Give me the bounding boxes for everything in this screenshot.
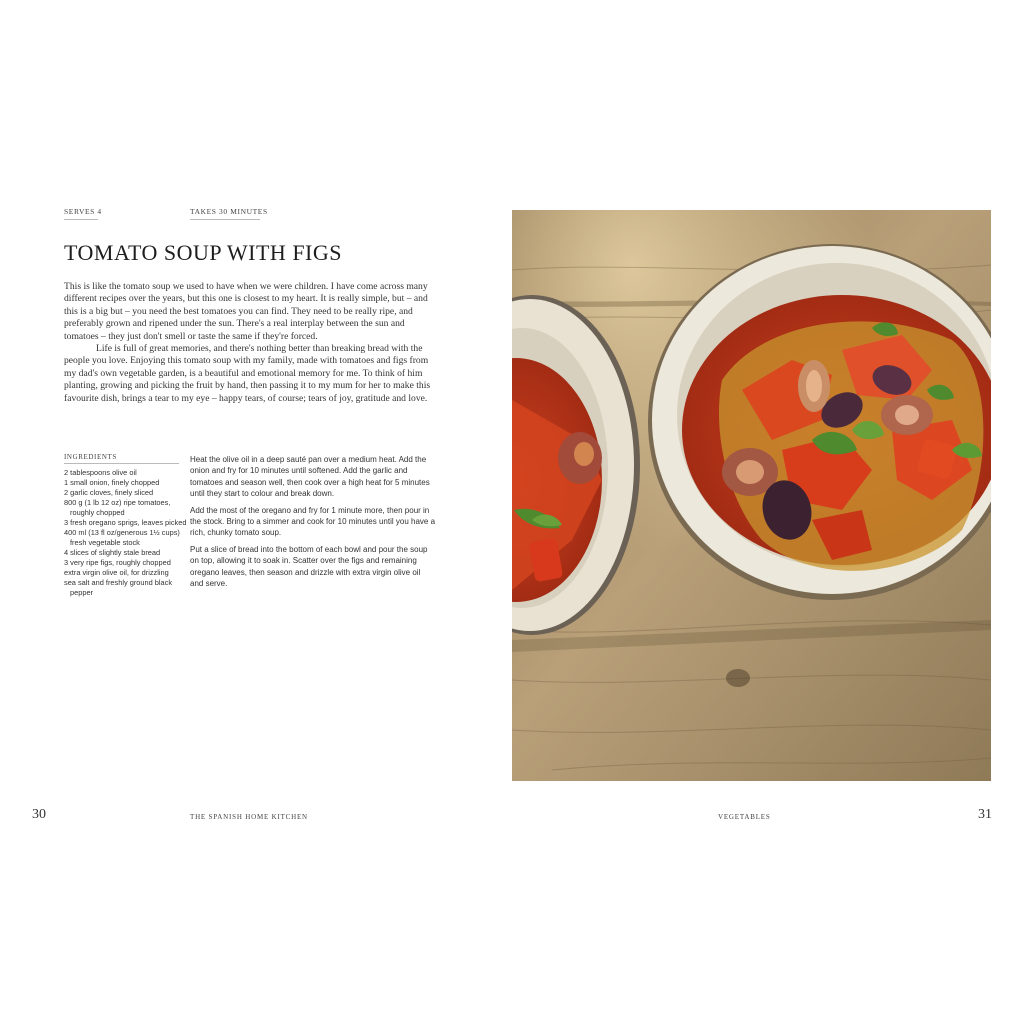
ingredient-item: 3 fresh oregano sprigs, leaves picked	[64, 518, 187, 527]
recipe-title: TOMATO SOUP WITH FIGS	[64, 240, 343, 265]
ingredient-item: 3 very ripe figs, roughly chopped	[64, 558, 171, 567]
method-step-2: Add the most of the oregano and fry for 1 minute more, then pour in the stock. Bring to a simmer and cook for 10 minutes until you have a rich, chunky tomato soup.	[190, 505, 436, 538]
ingredient-item: 400 ml (13 fl oz/generous 1½ cups) fresh vegetable stock	[64, 528, 180, 547]
serves-underline	[64, 219, 98, 220]
soup-photo	[512, 210, 991, 781]
intro-text	[64, 281, 432, 405]
intro-paragraph-1: This is like the tomato soup we used to have when we were children. I have come across many different recipes over the years, but this one is closest to my heart. It is really simple, but – and this is a big but – you need the best tomatoes you can find. They need to be really ripe, and preferably grown and ripened under the sun. There's a real interplay between the sun and tomatoes – they just don't smell or taste the same if they're forced.	[64, 281, 428, 342]
page-number-left: 30	[32, 807, 46, 822]
ingredient-item: 2 tablespoons olive oil	[64, 468, 137, 477]
page-number-right: 31	[978, 807, 992, 822]
takes-underline	[190, 219, 260, 220]
ingredient-item: 800 g (1 lb 12 oz) ripe tomatoes, roughly chopped	[64, 498, 171, 517]
serves-text: SERVES 4	[64, 207, 102, 216]
running-head-left: THE SPANISH HOME KITCHEN	[190, 813, 308, 821]
intro-paragraph-2: Life is full of great memories, and there's nothing better than breaking bread with the people you love. Enjoying this tomato soup with my family, made with tomatoes and figs from my dad's own vegetable garden, is a beautiful and emotional memory for me. To think of him planting, growing and picking the fruit by hand, then passing it to my mum for her to make this favourite dish, brings a tear to my eye – happy tears, of course; tears of joy, gratitude and love.	[64, 343, 431, 404]
ingredient-item: 2 garlic cloves, finely sliced	[64, 488, 154, 497]
ingredients-heading-rule	[64, 463, 179, 464]
serves-label	[64, 207, 102, 220]
ingredients-heading	[64, 453, 179, 464]
soup-photo-illustration	[512, 210, 991, 781]
takes-text: TAKES 30 MINUTES	[190, 207, 268, 216]
method-step-1: Heat the olive oil in a deep sauté pan over a medium heat. Add the onion and fry for 10 minutes until softened. Add the garlic and tomatoes and season well, then cook over a high heat for 5 minutes until they start to colour and break down.	[190, 455, 430, 499]
method-text	[190, 454, 435, 594]
ingredients-heading-text: INGREDIENTS	[64, 453, 117, 461]
ingredient-item: sea salt and freshly ground black pepper	[64, 578, 173, 597]
ingredient-item: 4 slices of slightly stale bread	[64, 548, 161, 557]
method-step-3: Put a slice of bread into the bottom of each bowl and pour the soup on top, allowing it to soak in. Scatter over the figs and remaining oregano leaves, then season and drizzle with extra virgin olive oil and serve.	[190, 544, 428, 589]
ingredient-item: 1 small onion, finely chopped	[64, 478, 160, 487]
takes-label	[190, 207, 268, 220]
ingredient-item: extra virgin olive oil, for drizzling	[64, 568, 169, 577]
ingredients-list	[64, 468, 189, 598]
running-head-right: VEGETABLES	[718, 813, 771, 821]
